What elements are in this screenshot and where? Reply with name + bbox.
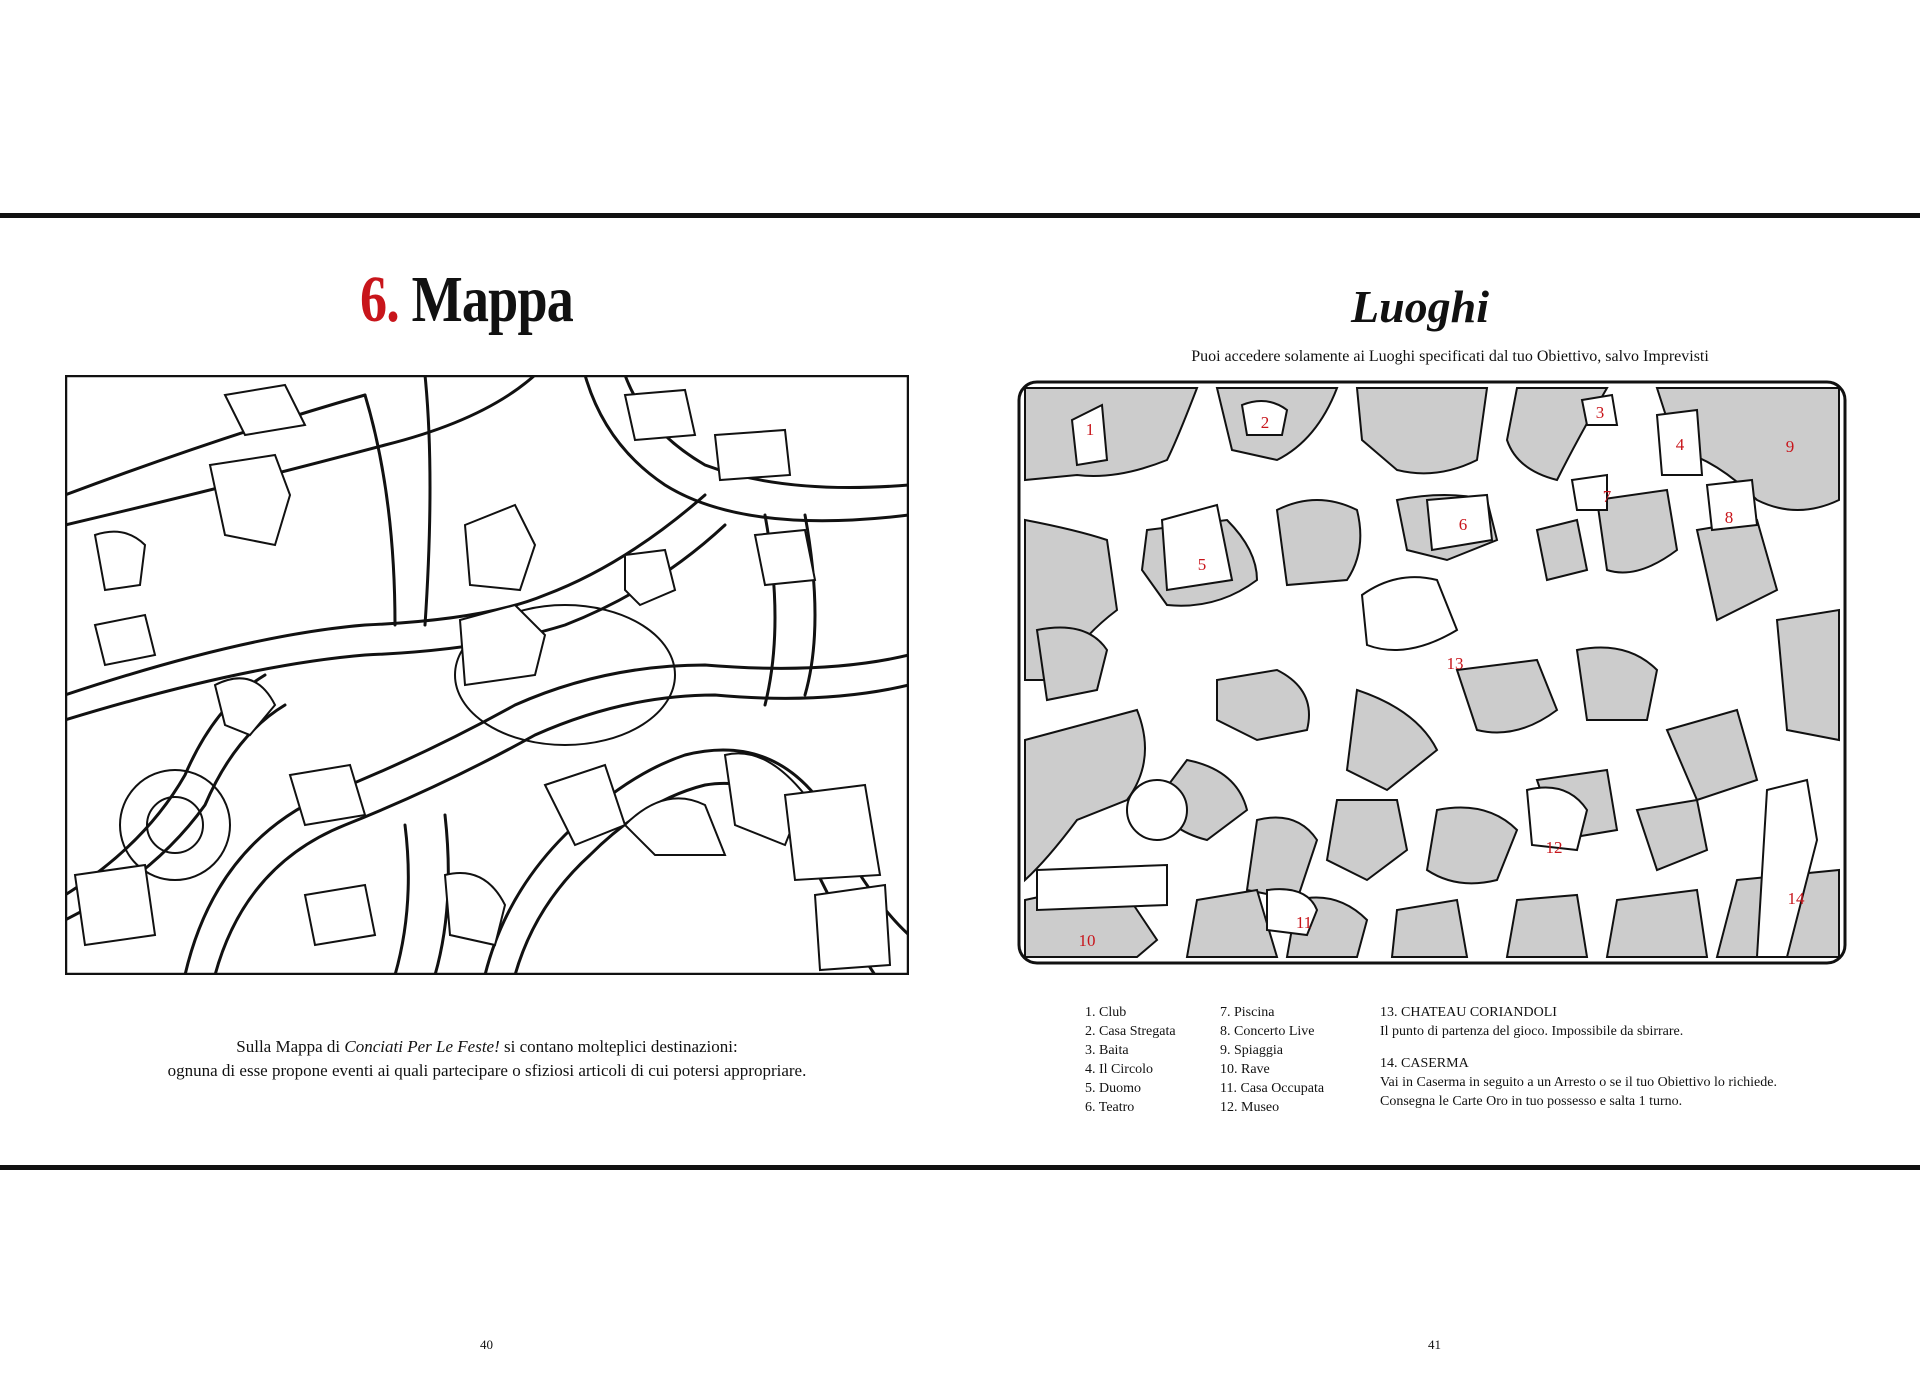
legend-column-2 xyxy=(1220,1003,1324,1117)
caption-game-title: Conciati Per Le Feste! xyxy=(344,1037,500,1056)
legend-spacer xyxy=(1380,1041,1777,1054)
caption-text: Sulla Mappa di xyxy=(236,1037,345,1056)
map-label: 3 xyxy=(1595,403,1605,422)
page-title-mappa xyxy=(360,262,573,342)
map-caption xyxy=(65,1035,909,1083)
legend-item: 2. Casa Stregata xyxy=(1085,1024,1176,1039)
map-label: 10 xyxy=(1078,931,1096,950)
page-number-left: 40 xyxy=(480,1337,493,1352)
caption-line-2: ognuna di esse propone eventi ai quali partecipare o sfiziosi articoli di cui potersi appropriare. xyxy=(167,1061,807,1080)
legend-item: 7. Piscina xyxy=(1220,1005,1275,1020)
legend-item: 11. Casa Occupata xyxy=(1220,1081,1325,1096)
legend-item: 4. Il Circolo xyxy=(1085,1062,1154,1077)
legend-item: 3. Baita xyxy=(1085,1043,1129,1058)
legend-desc-caserma-1: Vai in Caserma in seguito a un Arresto o se il tuo Obiettivo lo richiede. xyxy=(1380,1075,1777,1090)
map-label: 5 xyxy=(1197,555,1207,574)
legend-item: 8. Concerto Live xyxy=(1220,1024,1315,1039)
title-number: 6. xyxy=(360,263,399,336)
legend-item: 6. Teatro xyxy=(1085,1100,1135,1115)
caption-line-1 xyxy=(65,1035,909,1059)
legend-desc-chateau: Il punto di partenza del gioco. Impossibile da sbirrare. xyxy=(1380,1024,1684,1039)
illustrated-map xyxy=(65,375,909,975)
page-number-right: 41 xyxy=(1428,1337,1441,1352)
legend-column-1 xyxy=(1085,1003,1176,1117)
map-label: 1 xyxy=(1085,420,1095,439)
map-label: 8 xyxy=(1724,508,1734,527)
legend-item: 5. Duomo xyxy=(1085,1081,1141,1096)
bottom-rule xyxy=(0,1165,1920,1170)
legend-item: 9. Spiaggia xyxy=(1220,1043,1283,1058)
title-text: Mappa xyxy=(411,263,573,336)
legend-column-3 xyxy=(1380,1003,1777,1111)
legend-item: 12. Museo xyxy=(1220,1100,1280,1115)
map-label: 11 xyxy=(1295,913,1313,932)
map-label: 6 xyxy=(1458,515,1468,534)
map-label: 4 xyxy=(1675,435,1685,454)
place-piscina xyxy=(1572,475,1607,510)
map-label: 9 xyxy=(1785,437,1795,456)
caption-text: si contano molteplici destinazioni: xyxy=(499,1037,738,1056)
place-rave xyxy=(1037,865,1167,910)
roundabout xyxy=(1127,780,1187,840)
map-label: 12 xyxy=(1545,838,1563,857)
legend-heading-chateau: 13. CHATEAU CORIANDOLI xyxy=(1380,1005,1557,1020)
top-rule xyxy=(0,213,1920,218)
legend-item: 1. Club xyxy=(1085,1005,1127,1020)
map-label: 13 xyxy=(1446,654,1464,673)
map-label: 7 xyxy=(1602,487,1612,506)
map-label: 14 xyxy=(1787,889,1805,908)
legend-item: 10. Rave xyxy=(1220,1062,1270,1077)
legend-heading-caserma: 14. CASERMA xyxy=(1380,1056,1469,1071)
locations-map xyxy=(1017,380,1847,965)
map-label: 2 xyxy=(1260,413,1270,432)
page-title-luoghi: Luoghi xyxy=(1350,281,1490,332)
legend-desc-caserma-2: Consegna le Carte Oro in tuo possesso e salta 1 turno. xyxy=(1380,1094,1683,1109)
page-subtitle: Puoi accedere solamente ai Luoghi specificati dal tuo Obiettivo, salvo Imprevisti xyxy=(1191,348,1709,365)
